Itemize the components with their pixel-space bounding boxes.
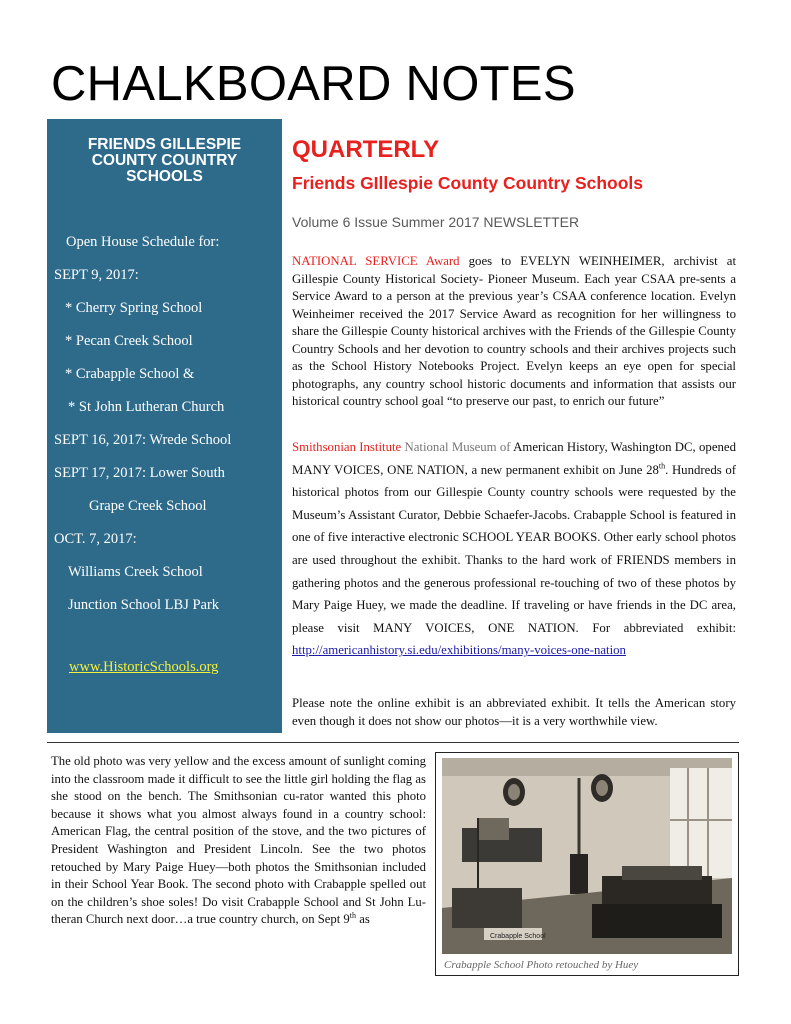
volume-issue: Volume 6 Issue Summer 2017 NEWSLETTER: [292, 214, 580, 230]
classroom-illustration: [442, 758, 732, 954]
exhibit-link[interactable]: http://americanhistory.si.edu/exhibitions/many-voices-one-nation: [292, 643, 626, 658]
ordinal-suffix: th: [349, 911, 357, 921]
classroom-photo: [442, 758, 732, 954]
sidebar-title-line: FRIENDS GILLESPIE: [87, 136, 242, 153]
schedule-date: SEPT 17, 2017: Lower South: [54, 465, 225, 481]
sidebar-title: [47, 137, 282, 185]
article-service-award: [292, 253, 736, 411]
quarterly-heading: QUARTERLY: [292, 136, 440, 163]
schedule-date: SEPT 16, 2017: Wrede School: [54, 432, 232, 448]
article-photo-story: [51, 753, 426, 929]
newsletter-subtitle: Friends GIllespie County Country Schools: [292, 173, 644, 193]
article-body: The old photo was very yellow and the excess amount of sunlight coming into the classroom made it difficult to see the little girl holding the flag as she stood on the bench. The Smithsonian cu-rator wanted this photo because it shows what you almost always found in a country school: American Flag, the central position of the stove, and the two pictures of President Washington and President Lincoln. See the two photos retouched by Mary Paige Huey—both photos the Smithsonian included in their School Year Book. The second photo with Crabapple spelled out on the children’s shoe soles! Do visit Crabapple School and St John Lu-theran Church next door…a true country church, on Sept 9: [51, 754, 426, 927]
schedule-item: * St John Lutheran Church: [68, 399, 225, 415]
article-body: . Hundreds of historical photos from our Gillespie County country schools were requested by the Museum’s Assistant Curator, Debbie Schaefer-Jacobs. Crabapple School is featured in one of five interactive electronic SCHOOL YEAR BOOKS. Other early school photos are used throughout the exhibit. Thanks to the hard work of FRIENDS members in gathering photos and the generous professional re-touching of two of these photos by Mary Paige Huey, we made the deadline. If traveling or have friends in the DC area, please visit MANY VOICES, ONE NATION. For abbreviated exhibit:: [292, 462, 736, 635]
photo-label: Crabapple School: [490, 933, 546, 940]
website-link[interactable]: www.HistoricSchools.org: [69, 659, 219, 675]
schedule-item: Junction School LBJ Park: [68, 597, 220, 613]
sidebar-panel: [47, 119, 282, 733]
article-smithsonian: [292, 436, 736, 662]
schedule-item: * Pecan Creek School: [65, 333, 193, 349]
masthead-title: CHALKBOARD NOTES: [51, 57, 576, 111]
ordinal-suffix: th: [658, 461, 666, 471]
schedule-date: OCT. 7, 2017:: [54, 531, 137, 547]
sidebar-title-line: COUNTY COUNTRY: [91, 152, 238, 169]
schedule-date: SEPT 9, 2017:: [54, 267, 139, 283]
article-lead-secondary: National Museum of: [401, 440, 511, 454]
article-body: as: [356, 912, 370, 927]
schedule-item: * Crabapple School &: [65, 366, 195, 382]
sidebar-title-line: SCHOOLS: [126, 168, 203, 185]
article-lead: NATIONAL SERVICE Award: [292, 254, 460, 268]
schedule-item: Grape Creek School: [89, 498, 207, 514]
schedule-item: Williams Creek School: [68, 564, 203, 580]
section-divider: [47, 742, 739, 743]
schedule-item: * Cherry Spring School: [65, 300, 203, 316]
article-body: American History, Washington DC, opened MANY VOICES, ONE NATION, a new permanent exhibit on June 28: [292, 440, 736, 477]
article-lead: Smithsonian Institute: [292, 440, 402, 454]
photo-frame: [435, 752, 739, 976]
schedule-heading: Open House Schedule for:: [66, 234, 220, 250]
article-online-note: Please note the online exhibit is an abbreviated exhibit. It tells the American story even though it does not show our photos—it is a very worthwhile view.: [292, 696, 736, 728]
article-body: goes to EVELYN WEINHEIMER, archivist at Gillespie County Historical Society- Pioneer Museum. Each year CSAA pre-sents a Service Award to a person at the previous year’s CSAA conference location. Evelyn Weinheimer received the 2017 Service Award as recognition for her willingness to share the Gillespie County historical archives with the Friends of the Gillespie County Country Schools and her devotion to country schools and their archives projects such as the School History Notebooks Project. Evelyn keeps an eye open for special photographs, any country school historic documents and information that assists our historical country school goal “to preserve our past, to enrich our future”: [292, 254, 737, 408]
photo-caption: Crabapple School Photo retouched by Huey: [444, 959, 639, 971]
